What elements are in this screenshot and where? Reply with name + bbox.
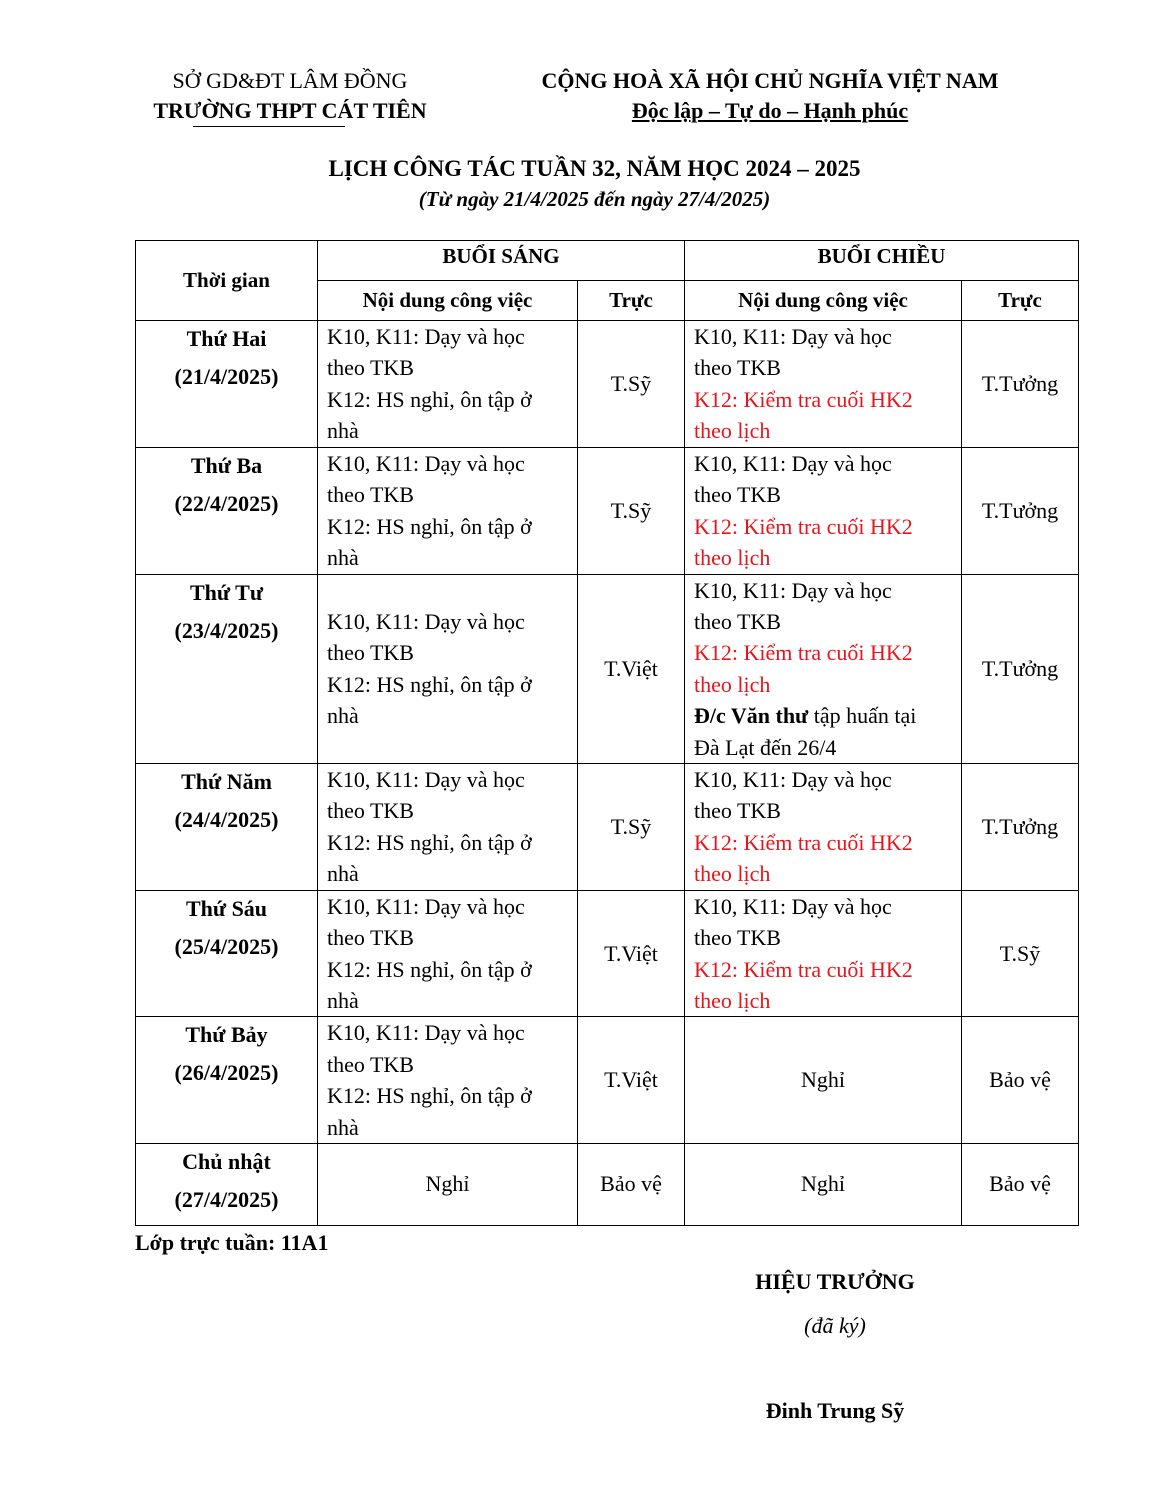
col-header-morning-content: Nội dung công việc [318,281,578,321]
morning-duty: T.Sỹ [578,321,685,448]
table-row [136,574,1079,763]
text-line-highlight: theo lịch [694,861,771,887]
text-line-highlight: K12: Kiểm tra cuối HK2 [694,829,913,855]
afternoon-content [685,764,962,891]
day-cell [136,321,318,448]
day-name: Thứ Tư [189,579,264,605]
table-row [136,1143,1079,1225]
afternoon-content [685,890,962,1017]
text-bold: Đ/c Văn thư [694,703,809,729]
afternoon-duty: T.Tưởng [962,574,1079,763]
morning-duty: T.Việt [578,1017,685,1144]
header-row-groups [136,241,1079,281]
text-line: K10, K11: Dạy và học [694,767,892,793]
document-date-range: (Từ ngày 21/4/2025 đến ngày 27/4/2025) [418,187,771,211]
text-line: K10, K11: Dạy và học [327,893,525,919]
class-on-duty: Lớp trực tuần: 11A1 [135,1230,329,1255]
text-line: K10, K11: Dạy và học [327,767,525,793]
text-line: theo TKB [327,640,414,666]
text-line-highlight: theo lịch [694,418,771,444]
day-cell [136,574,318,763]
header-right [490,66,1050,126]
title-block [0,153,1159,213]
text-line: K12: HS nghỉ, ôn tập ở [327,1083,532,1109]
text-line-highlight: theo lịch [694,671,771,697]
day-date: (22/4/2025) [174,491,279,516]
afternoon-content: Nghỉ [685,1143,962,1225]
day-cell [136,448,318,575]
text-line: K12: HS nghỉ, ôn tập ở [327,671,532,697]
text-line: K10, K11: Dạy và học [694,451,892,476]
text-rest: tập huấn tại [808,703,917,729]
signed-note: (đã ký) [804,1313,866,1338]
text-line: K12: HS nghỉ, ôn tập ở [327,513,532,539]
afternoon-duty: Bảo vệ [962,1017,1079,1144]
day-date: (25/4/2025) [174,933,279,959]
morning-content [318,1017,578,1144]
morning-duty: T.Sỹ [578,764,685,891]
col-header-morning: BUỔI SÁNG [318,241,685,281]
morning-duty: T.Việt [578,574,685,763]
day-name: Thứ Ba [190,453,263,478]
text-line-highlight: K12: Kiểm tra cuối HK2 [694,640,913,666]
signer-name: Đinh Trung Sỹ [765,1398,905,1423]
text-line-highlight: K12: Kiểm tra cuối HK2 [694,386,913,412]
afternoon-duty: T.Tưởng [962,448,1079,575]
text-line-highlight: theo lịch [694,987,771,1013]
text-line [694,700,953,731]
col-header-afternoon-content: Nội dung công việc [685,281,962,321]
day-name: Thứ Năm [181,769,272,795]
afternoon-duty: Bảo vệ [962,1143,1079,1225]
school-name: TRƯỜNG THPT CÁT TIÊN [153,98,427,123]
morning-content [318,890,578,1017]
day-cell [136,1143,318,1225]
text-line: theo TKB [327,1051,414,1077]
morning-content [318,764,578,891]
day-name: Chủ nhật [182,1148,271,1174]
morning-content [318,448,578,575]
afternoon-duty: T.Tưởng [962,321,1079,448]
document-title: LỊCH CÔNG TÁC TUẦN 32, NĂM HỌC 2024 – 2025 [328,156,861,181]
col-header-afternoon: BUỔI CHIỀU [685,241,1079,281]
day-date: (23/4/2025) [174,617,279,643]
national-motto: Độc lập – Tự do – Hạnh phúc [631,98,909,123]
day-date: (21/4/2025) [174,364,279,389]
text-line: K10, K11: Dạy và học [327,324,525,349]
table-row [136,890,1079,1017]
text-line: nhà [327,703,359,729]
day-cell [136,764,318,891]
morning-duty: T.Việt [578,890,685,1017]
day-date: (26/4/2025) [174,1060,279,1086]
header-underline [193,126,345,127]
afternoon-duty: T.Tưởng [962,764,1079,891]
col-header-morning-duty: Trực [578,281,685,321]
text-line: K12: HS nghỉ, ôn tập ở [327,956,532,982]
text-line: theo TKB [694,609,781,635]
text-line: theo TKB [694,482,781,508]
text-line: K10, K11: Dạy và học [327,451,525,476]
afternoon-content [685,574,962,763]
text-line: theo TKB [694,925,781,951]
text-line: nhà [327,1114,359,1140]
department-name: SỞ GD&ĐT LÂM ĐỒNG [172,68,408,93]
text-line: K12: HS nghỉ, ôn tập ở [327,386,532,412]
table-row [136,1017,1079,1144]
text-line: nhà [327,861,359,887]
morning-content [318,321,578,448]
day-cell [136,890,318,1017]
text-line-highlight: theo lịch [694,545,771,571]
text-line: Đà Lạt đến 26/4 [694,734,837,760]
country-name: CỘNG HOÀ XÃ HỘI CHỦ NGHĨA VIỆT NAM [541,68,999,93]
signer-title: HIỆU TRƯỞNG [755,1269,915,1294]
text-line: K10, K11: Dạy và học [327,1020,525,1046]
morning-content [318,574,578,763]
header-left [120,66,460,126]
day-name: Thứ Bảy [185,1022,268,1048]
table-row [136,448,1079,575]
day-date: (27/4/2025) [174,1186,279,1212]
text-line-highlight: K12: Kiểm tra cuối HK2 [694,513,913,539]
text-line: K10, K11: Dạy và học [327,609,525,635]
table-row [136,321,1079,448]
table-row [136,764,1079,891]
text-line: theo TKB [327,482,414,508]
text-line: nhà [327,987,359,1013]
text-line: theo TKB [327,798,414,824]
afternoon-duty: T.Sỹ [962,890,1079,1017]
text-line: K10, K11: Dạy và học [694,324,892,349]
text-line: nhà [327,545,359,571]
col-header-afternoon-duty: Trực [962,281,1079,321]
afternoon-content [685,448,962,575]
afternoon-content [685,321,962,448]
text-line: nhà [327,418,359,444]
text-line-highlight: K12: Kiểm tra cuối HK2 [694,956,913,982]
afternoon-content: Nghỉ [685,1017,962,1144]
day-cell [136,1017,318,1144]
schedule-table [135,240,1079,1226]
text-line: K10, K11: Dạy và học [694,577,892,603]
day-date: (24/4/2025) [174,807,279,833]
text-line: theo TKB [327,925,414,951]
morning-duty: T.Sỹ [578,448,685,575]
text-line: theo TKB [327,355,414,381]
day-name: Thứ Sáu [185,895,268,921]
morning-duty: Bảo vệ [578,1143,685,1225]
morning-content: Nghỉ [318,1143,578,1225]
day-name: Thứ Hai [186,326,267,351]
text-line: theo TKB [694,798,781,824]
text-line: K12: HS nghỉ, ôn tập ở [327,829,532,855]
col-header-time: Thời gian [136,241,318,321]
text-line: K10, K11: Dạy và học [694,893,892,919]
text-line: theo TKB [694,355,781,381]
